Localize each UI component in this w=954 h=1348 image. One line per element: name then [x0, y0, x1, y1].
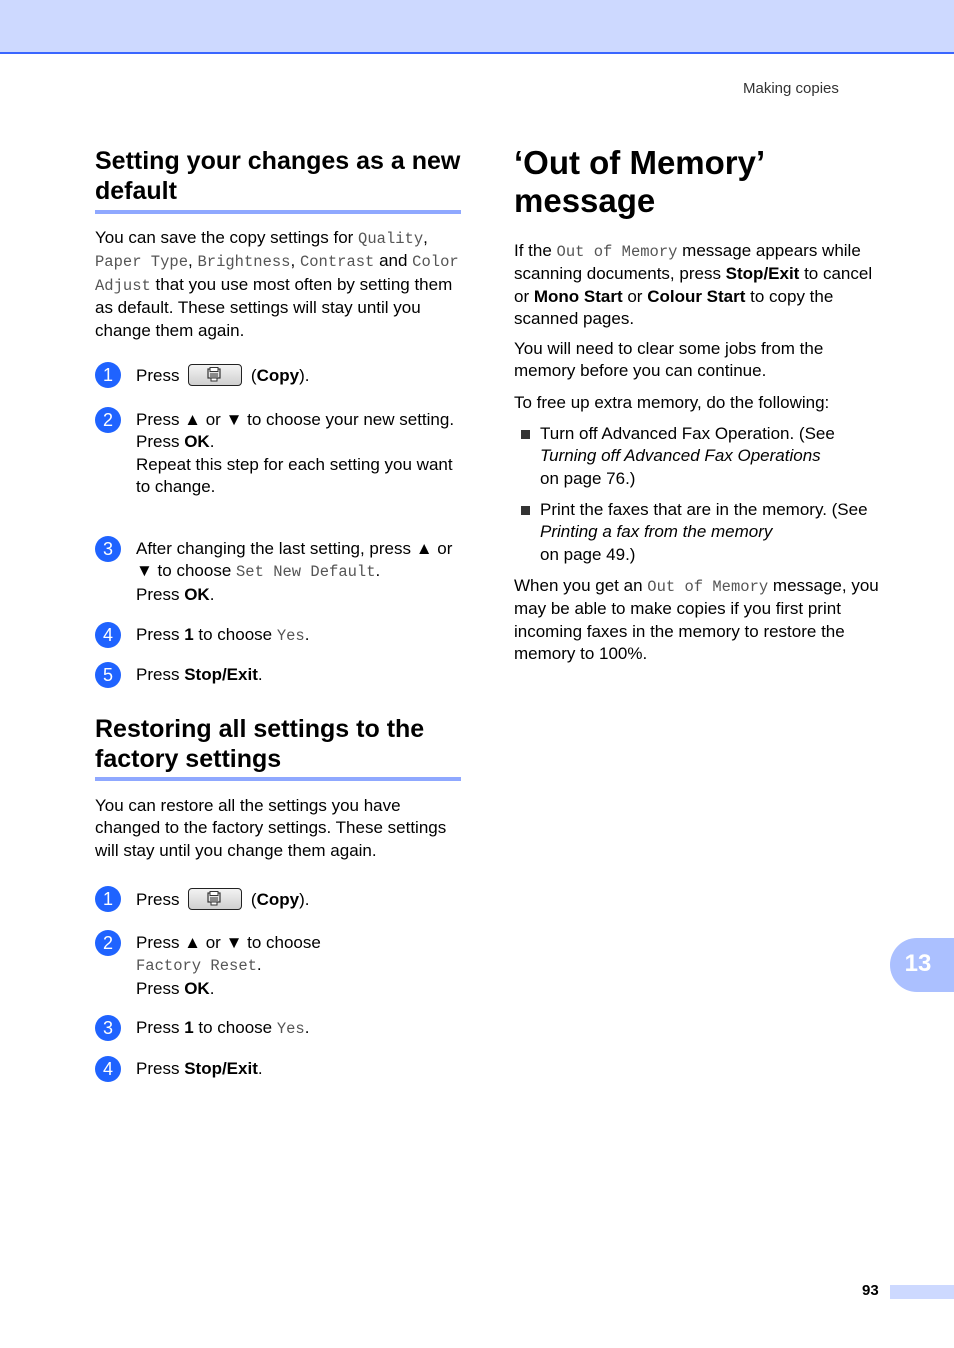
- bullet-square-icon: [521, 430, 530, 439]
- step-text: Press (Copy).: [136, 889, 310, 909]
- page-number-bar: [890, 1285, 954, 1299]
- step-text: Press 1 to choose Yes.: [136, 1018, 310, 1038]
- section-rule: [95, 777, 461, 781]
- copy-key-icon: [188, 364, 242, 386]
- step-text: After changing the last setting, press ▲ or ▼ to choose Set New Default. Press OK.: [136, 539, 453, 604]
- page-number: 93: [862, 1282, 879, 1299]
- section2-intro: You can restore all the settings you have changed to the factory settings. These settings will stay until you change them again.: [95, 796, 447, 860]
- section1-intro: You can save the copy settings for Quality, Paper Type, Brightness, Contrast and Color Adjust that you use most often by setting them as default. These settings will stay until you change them again.: [95, 228, 459, 340]
- step-number: 4: [95, 622, 121, 648]
- step-number: 2: [95, 407, 121, 433]
- step-text: Press 1 to choose Yes.: [136, 625, 310, 645]
- section-title-out-of-memory: ‘Out of Memory’ message: [514, 144, 764, 219]
- bullet-text: Turn off Advanced Fax Operation. (See Turning off Advanced Fax Operations on page 76.): [540, 424, 835, 488]
- step-number: 3: [95, 536, 121, 562]
- step-number: 4: [95, 1056, 121, 1082]
- bullet-square-icon: [521, 506, 530, 515]
- top-banner: [0, 0, 954, 54]
- copy-key-icon: [188, 888, 242, 910]
- step-number: 2: [95, 930, 121, 956]
- step-text: Press Stop/Exit.: [136, 1059, 263, 1078]
- step-number: 5: [95, 662, 121, 688]
- step-text: Press ▲ or ▼ to choose your new setting. Press OK. Repeat this step for each setting you want to change.: [136, 410, 455, 497]
- right-para-4: When you get an Out of Memory message, you may be able to make copies if you first print incoming faxes in the memory to restore the memory to 100%.: [514, 576, 879, 664]
- chapter-tab: 13: [890, 938, 954, 992]
- section-rule: [95, 210, 461, 214]
- running-head: Making copies: [743, 80, 839, 97]
- section-title-factory-reset: Restoring all settings to the factory settings: [95, 715, 425, 773]
- step-number: 3: [95, 1015, 121, 1041]
- step-number: 1: [95, 362, 121, 388]
- right-para-2: You will need to clear some jobs from the memory before you can continue.: [514, 339, 824, 381]
- right-para-3: To free up extra memory, do the following:: [514, 393, 830, 412]
- step-number: 1: [95, 886, 121, 912]
- right-para-1: If the Out of Memory message appears while scanning documents, press Stop/Exit to cancel or Mono Start or Colour Start to copy the scanned pages.: [514, 241, 873, 329]
- bullet-text: Print the faxes that are in the memory. (See Printing a fax from the memory on page 49.): [540, 500, 868, 564]
- step-text: Press (Copy).: [136, 365, 310, 385]
- step-text: Press ▲ or ▼ to choose Factory Reset. Press OK.: [136, 933, 321, 998]
- section-title-set-default: Setting your changes as a new default: [95, 147, 461, 205]
- step-text: Press Stop/Exit.: [136, 665, 263, 684]
